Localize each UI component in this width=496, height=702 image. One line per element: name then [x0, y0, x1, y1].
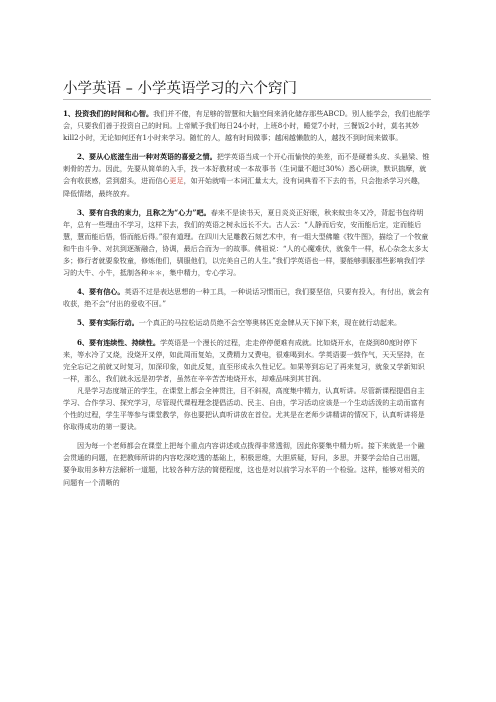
- document-body: [63, 108, 431, 496]
- paragraph-1: [63, 108, 431, 144]
- paragraph-text: 一个真正的马拉松运动员绝不会空等奥林匹克金牌从天下掉下来，现在就行动起来。: [138, 318, 402, 328]
- paragraph-lead: 2、要从心底滋生出一种对英语的喜爱之情。: [77, 152, 217, 162]
- paragraph-lead: 6、要有连续性、持续性。: [77, 337, 160, 347]
- paragraph-text: 我们并不傻，有足够的智慧和大脑空间来消化储存那些ABCD。别人能学会，我们也能学会，只要我们善于投资自己的时间。上帝赋予我们每日24小时，上班8小时，睡觉7小时，三餐饭2小时，莫名其妙kill2小时，无论如何还有1小时来学习。随忙的人，越有时间做事；越闲越懒散的人，越找不到时间来做事。: [63, 109, 431, 143]
- paragraph-lead: 5、要有实际行动。: [77, 318, 139, 328]
- paragraph-lead: 3、要有自我的束力，且称之为“心力”吧。: [77, 207, 211, 217]
- paragraph-text: 凡是学习态度端正的学生，在课堂上都会全神贯注，目不斜视，高度集中精力，认真听讲。尽管新课程提倡自主学习、合作学习、探究学习，尽管现代课程理念提倡活动、民主、自由，学习活动应该是一个生动活泼的主动而富有个性的过程，学生平等参与课堂教学，你也要把认真听讲放在首位。尤其是在老师少讲精讲的情况下，认真听讲将是你取得成功的第一要诀。: [63, 385, 425, 432]
- paragraph-text: 因为每一个老师都会在课堂上把每个重点内容讲述或点拨得非常透彻，因此你要集中精力听。接下来就是一个融会贯通的问题，在把教师所讲的内容吃深吃透的基础上，积极思维，大胆质疑，好问，多思，并要学会给自己出题，要争取用多种方法解析一道题，比较各种方法的简便程度，这也是对以前学习水平的一个检验。这样，能够对相关的问题有一个清晰的: [63, 441, 425, 487]
- paragraph-6: [63, 337, 431, 385]
- paragraph-text: 学英语是一个漫长的过程，走走停停便难有成就。比如烧开水，在烧到80度时停下来，等水冷了又烧，没烧开又停，如此周而复始，又费精力又费电，很难喝到水。学英语要一鼓作气，天天坚持，在完全忘记之前就又时复习，加深印象，如此反复，直至形成永久性记忆。如果等到忘记了再来复习，就象又学新知识一样，那么，我们就永远是初学者，虽然在辛辛苦苦地烧开水，却难品味到其甘润。: [63, 337, 425, 383]
- paragraph-text: ，如开始就啃一本词汇量太大，没有词典看不下去的书，只会抱杀学习兴趣，降低情绪，最终放弃。: [63, 176, 425, 198]
- paragraph-7: [63, 385, 431, 433]
- paragraph-4: [63, 286, 431, 310]
- paragraph-3: [63, 207, 431, 280]
- paragraph-8: [63, 440, 431, 488]
- paragraph-text: 英语不过是表达思想的一种工具，一种说话习惯而已，我们要坚信，只要有投入，有付出，就会有收获，绝不会“付出的爱收不回。”: [63, 287, 430, 309]
- title-divider: [63, 99, 431, 100]
- paragraph-lead: 4、要有信心。: [77, 287, 125, 297]
- paragraph-2: [63, 151, 431, 199]
- page-title: 小学英语 – 小学英语学习的六个窍门: [63, 81, 297, 97]
- paragraph-5: [63, 317, 431, 329]
- paragraph-text: 春来不是读书天，夏日炎炎正好眠，秋来蚊虫冬又冷，背起书包待明年，总有一些理由不学习，这样下去，我们的英语之树永远长不大。古人云：“人静而后安，安而能后定，定而能后慧，慧而能后悟，悟而能后得。”很有道理。在四川大足雕教石刻艺术中，有一组大型佛雕《牧牛图》，描绘了一个牧童和牛由斗争、对抗到逐渐融合，协调，最后合而为一的故事。佛祖说：“人的心魔难伏，就象牛一样，私心杂念太多太多；修行者就要象牧童，修炼他们，驯服他们，以完美自己的人生。”我们学英语也一样，要能够驯服那些影响我们学习的大牛、小牛，抵制各种＊＊，集中精力，专心学习。: [63, 207, 429, 278]
- paragraph-lead: 1、投资我们的时间和心智。: [63, 109, 154, 118]
- paragraph-text: 把学英语当成一个开心而愉快的美差，而不是硬着头皮、头悬梁、锥刺骨的苦力。因此，先要从简单的入手，找一本好教材或一本故事书（生词量不超过30%）悉心研读，默识揣摩，就会有收获感，尝到甜头，进而信心: [63, 152, 430, 186]
- highlighted-text: 更足: [169, 176, 184, 186]
